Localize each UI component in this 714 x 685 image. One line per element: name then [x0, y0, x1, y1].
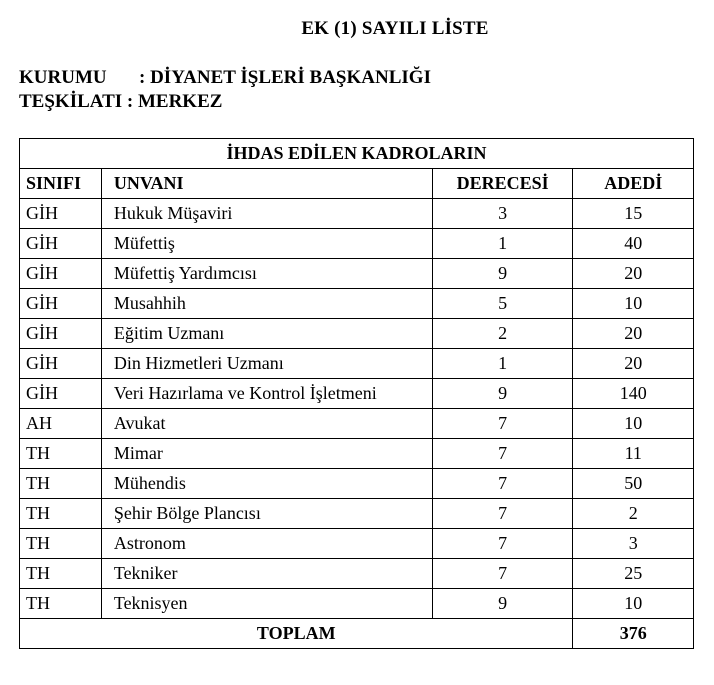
table-row [20, 499, 694, 529]
cell-class: TH [20, 499, 102, 529]
cell-class: GİH [20, 259, 102, 289]
document-title: EK (1) SAYILI LİSTE [301, 18, 489, 39]
table-caption-row [20, 139, 694, 169]
cell-title: Din Hizmetleri Uzmanı [101, 349, 432, 379]
table-row [20, 289, 694, 319]
cell-title: Eğitim Uzmanı [101, 319, 432, 349]
cell-grade: 7 [432, 439, 573, 469]
header-grade: DERECESİ [432, 169, 573, 199]
cell-class: TH [20, 559, 102, 589]
cell-class: GİH [20, 379, 102, 409]
cell-count: 20 [573, 319, 694, 349]
table-row [20, 559, 694, 589]
cell-title: Tekniker [101, 559, 432, 589]
table-row [20, 589, 694, 619]
cell-count: 10 [573, 409, 694, 439]
cell-title: Mühendis [101, 469, 432, 499]
cell-grade: 7 [432, 499, 573, 529]
cell-title: Astronom [101, 529, 432, 559]
cell-grade: 7 [432, 559, 573, 589]
cell-class: GİH [20, 199, 102, 229]
cell-title: Avukat [101, 409, 432, 439]
cell-grade: 7 [432, 529, 573, 559]
cell-title: Mimar [101, 439, 432, 469]
cell-title: Veri Hazırlama ve Kontrol İşletmeni [101, 379, 432, 409]
organization-label: TEŞKİLATI [19, 91, 123, 112]
total-value: 376 [573, 619, 694, 649]
table-row [20, 529, 694, 559]
table-body [20, 199, 694, 619]
header-count: ADEDİ [573, 169, 694, 199]
cell-class: TH [20, 529, 102, 559]
total-row [20, 619, 694, 649]
cell-grade: 9 [432, 259, 573, 289]
cell-count: 11 [573, 439, 694, 469]
cell-grade: 3 [432, 199, 573, 229]
table-row [20, 229, 694, 259]
header-title: UNVANI [101, 169, 432, 199]
institution-label: KURUMU [19, 67, 107, 88]
cell-count: 140 [573, 379, 694, 409]
cell-class: TH [20, 469, 102, 499]
cell-count: 20 [573, 259, 694, 289]
institution-line [19, 67, 431, 89]
cell-grade: 1 [432, 349, 573, 379]
cell-class: GİH [20, 289, 102, 319]
institution-value: : DİYANET İŞLERİ BAŞKANLIĞI [139, 67, 431, 88]
cell-grade: 1 [432, 229, 573, 259]
table-caption: İHDAS EDİLEN KADROLARIN [20, 139, 694, 169]
organization-value: : MERKEZ [126, 91, 223, 112]
cell-title: Hukuk Müşaviri [101, 199, 432, 229]
cell-class: GİH [20, 229, 102, 259]
cell-grade: 9 [432, 589, 573, 619]
cell-count: 20 [573, 349, 694, 379]
table-row [20, 409, 694, 439]
cell-class: TH [20, 439, 102, 469]
cell-grade: 5 [432, 289, 573, 319]
cell-class: AH [20, 409, 102, 439]
cell-title: Müfettiş [101, 229, 432, 259]
cell-count: 25 [573, 559, 694, 589]
header-class: SINIFI [20, 169, 102, 199]
cell-grade: 7 [432, 409, 573, 439]
cell-class: GİH [20, 319, 102, 349]
cell-class: GİH [20, 349, 102, 379]
table-row [20, 469, 694, 499]
cell-title: Teknisyen [101, 589, 432, 619]
organization-line [19, 91, 222, 113]
cell-grade: 7 [432, 469, 573, 499]
cell-grade: 9 [432, 379, 573, 409]
cell-title: Müfettiş Yardımcısı [101, 259, 432, 289]
cell-count: 50 [573, 469, 694, 499]
cell-grade: 2 [432, 319, 573, 349]
cell-count: 10 [573, 289, 694, 319]
table-row [20, 349, 694, 379]
table-row [20, 259, 694, 289]
cell-title: Musahhih [101, 289, 432, 319]
table-row [20, 379, 694, 409]
table-row [20, 439, 694, 469]
table-row [20, 319, 694, 349]
cell-count: 2 [573, 499, 694, 529]
table-row [20, 199, 694, 229]
cell-count: 3 [573, 529, 694, 559]
total-label: TOPLAM [20, 619, 573, 649]
cell-class: TH [20, 589, 102, 619]
table-header-row [20, 169, 694, 199]
positions-table [19, 138, 694, 649]
cell-count: 10 [573, 589, 694, 619]
cell-count: 15 [573, 199, 694, 229]
cell-title: Şehir Bölge Plancısı [101, 499, 432, 529]
cell-count: 40 [573, 229, 694, 259]
